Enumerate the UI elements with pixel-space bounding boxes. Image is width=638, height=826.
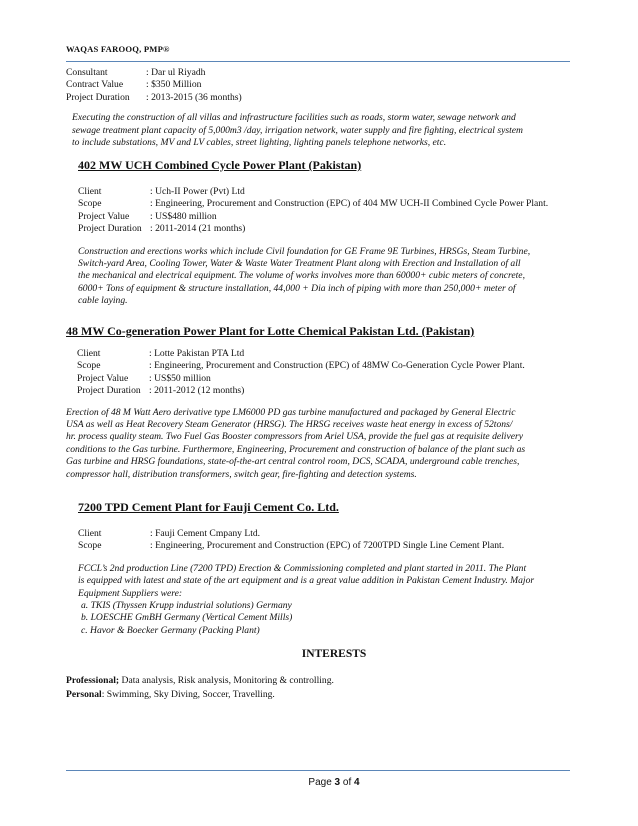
description-line: compressor hall, distribution transformers, switch gear, fire-fighting and detection systems. <box>66 468 417 480</box>
description-line: the mechanical and electrical equipment. The volume of works involves more than 60000+ cubic meters of concrete, <box>78 270 525 282</box>
description-line: FCCL’s 2nd production Line (7200 TPD) Erection & Commissioning completed and plant started in 2011. The Plant <box>78 562 527 574</box>
field-label: Client <box>78 528 102 539</box>
description-line: cable laying. <box>78 295 128 307</box>
page-mid: of <box>340 777 355 788</box>
project-description <box>66 407 574 481</box>
project-fields <box>66 67 576 104</box>
field-row <box>78 198 578 210</box>
field-label: Project Value <box>77 372 129 384</box>
project-description <box>78 246 574 308</box>
project-fields <box>78 528 578 553</box>
description-line: Gas turbine and HRSG foundations, state-of-the-art central control room, DCS, SCADA, underground cable trenches, <box>66 456 520 468</box>
description-line: to include substations, MV and LV cables, street lighting, lighting panels telephone networks, etc. <box>72 137 447 149</box>
field-value: : Engineering, Procurement and Construction (EPC) of 404 MW UCH-II Combined Cycle Power Plant. <box>150 198 549 210</box>
section-heading: 7200 TPD Cement Plant for Fauji Cement Co. Ltd. <box>78 500 339 514</box>
page-total: 4 <box>354 777 360 788</box>
field-label: Client <box>78 186 102 197</box>
description-line: hr. process quality steam. Two Fuel Gas Booster compressors from Ariel USA, provide the fuel gas at requisite delivery <box>66 431 523 443</box>
description-line: 6000+ Tons of equipment & structure installation, 44,000 + Dia inch of piping with more than 250,000+ meter of <box>78 282 516 294</box>
project-fields <box>78 186 578 236</box>
interests-professional <box>66 675 334 687</box>
author-name: WAQAS FAROOQ, PMP® <box>66 44 170 54</box>
description-line: is equipped with latest and state of the art equipment and is a great value addition in Pakistan Cement Industry. Major <box>78 575 535 587</box>
field-label: Project Duration <box>66 91 130 103</box>
section-fauji-cement <box>78 500 578 637</box>
section-heading: 402 MW UCH Combined Cycle Power Plant (Pakistan) <box>78 158 362 172</box>
section-heading: 48 MW Co-generation Power Plant for Lotte Chemical Pakistan Ltd. (Pakistan) <box>66 324 475 338</box>
field-label: Scope <box>77 360 101 372</box>
header-rule <box>66 61 570 62</box>
description-line: USA as well as Heat Recovery Steam Generator (HRSG). The HRSG receives waste heat energy in excess of 52tons/ <box>66 419 513 431</box>
field-value: : US$50 million <box>149 372 211 384</box>
interests-heading: INTERESTS <box>301 648 367 660</box>
field-label: Scope <box>78 198 102 210</box>
supplier-item: a. TKIS (Thyssen Krupp industrial solutions) Germany <box>81 600 292 612</box>
field-label: Consultant <box>66 67 108 78</box>
description-line: Switch-yard Area, Cooling Tower, Water & Waste Water Treatment Plant along with Erection and Installation of all <box>78 258 521 270</box>
field-row <box>78 211 578 223</box>
personal-text: : Swimming, Sky Diving, Soccer, Travelling. <box>101 689 275 700</box>
project-description <box>72 112 570 149</box>
description-line: Equipment Suppliers were: <box>78 587 183 599</box>
field-row <box>77 373 576 385</box>
field-label: Contract Value <box>66 79 124 91</box>
description-line: Construction and erections works which include Civil foundation for GE Frame 9E Turbines, HRSGs, Steam Turbine, <box>78 245 531 257</box>
field-row <box>78 223 578 235</box>
description-line: sewage treatment plant capacity of 5,000m3 /day, irrigation network, water supply and fire fighting, electrical system <box>72 124 523 136</box>
section-dar-ul-riyadh <box>66 67 576 149</box>
supplier-item: c. Havor & Boecker Germany (Packing Plant) <box>81 624 260 636</box>
field-row <box>77 385 576 397</box>
field-value: : Engineering, Procurement and Construction (EPC) of 48MW Co-Generation Cycle Power Plant. <box>149 360 525 372</box>
page-prefix: Page <box>308 777 335 788</box>
field-label: Project Duration <box>77 385 141 397</box>
page-current: 3 <box>334 777 341 788</box>
project-fields <box>77 348 576 398</box>
page-number <box>0 777 638 789</box>
field-row <box>66 92 576 104</box>
interests-personal <box>66 689 275 701</box>
field-row <box>78 186 578 198</box>
field-row <box>66 79 576 91</box>
description-line: Executing the construction of all villas and infrastructure facilities such as roads, storm water, sewage network and <box>72 112 516 124</box>
field-label: Scope <box>78 540 102 552</box>
field-value: : Fauji Cement Cmpany Ltd. <box>150 528 261 539</box>
professional-text: Data analysis, Risk analysis, Monitoring & controlling. <box>119 675 334 686</box>
field-value: : Engineering, Procurement and Construction (EPC) of 7200TPD Single Line Cement Plant. <box>150 540 505 552</box>
field-row <box>78 528 578 540</box>
project-description <box>78 563 574 600</box>
supplier-item: b. LOESCHE GmBH Germany (Vertical Cement Mills) <box>81 612 293 624</box>
field-value: : Lotte Pakistan PTA Ltd <box>149 348 245 359</box>
supplier-list <box>81 600 578 637</box>
field-label: Project Duration <box>78 223 142 235</box>
field-value: : 2013-2015 (36 months) <box>146 91 242 103</box>
field-value: : 2011-2012 (12 months) <box>149 385 245 397</box>
field-value: : 2011-2014 (21 months) <box>150 223 246 235</box>
field-value: : $350 Million <box>146 79 202 91</box>
personal-label: Personal <box>66 689 102 700</box>
field-value: : Dar ul Riyadh <box>146 67 206 78</box>
field-value: : Uch-II Power (Pvt) Ltd <box>150 186 245 197</box>
footer-rule <box>66 770 570 771</box>
section-lotte-cogeneration <box>66 324 576 481</box>
field-label: Project Value <box>78 210 130 222</box>
description-line: conditions to the Gas turbine. Furthermore, Engineering, Procurement and construction of balance of the plant such as <box>66 443 526 455</box>
field-label: Client <box>77 348 101 359</box>
field-value: : US$480 million <box>150 210 217 222</box>
field-row <box>77 348 576 360</box>
section-uch-power-plant <box>78 158 578 308</box>
description-line: Erection of 48 M Watt Aero derivative type LM6000 PD gas turbine manufactured and packaged by General Electric <box>66 406 516 418</box>
field-row <box>66 67 576 79</box>
field-row <box>77 360 576 372</box>
field-row <box>78 540 578 552</box>
professional-label: Professional; <box>66 675 120 686</box>
